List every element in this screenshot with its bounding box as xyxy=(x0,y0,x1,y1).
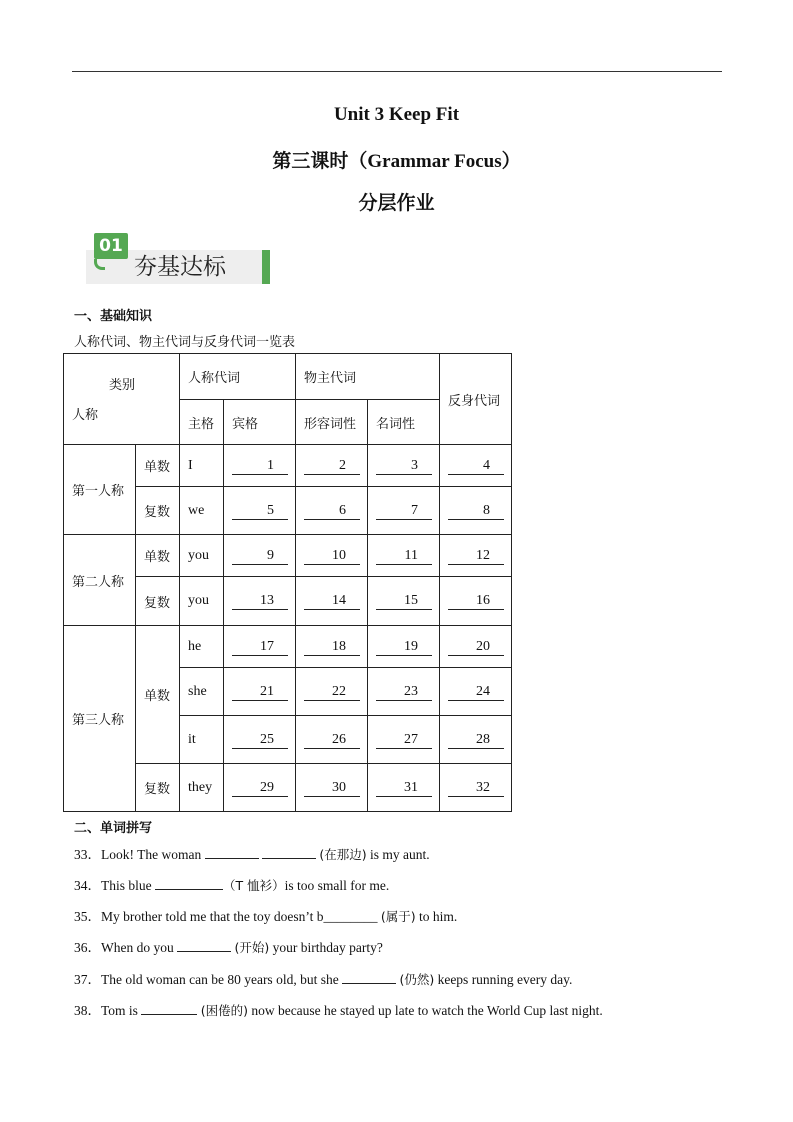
table-caption: 人称代词、物主代词与反身代词一览表 xyxy=(74,335,296,350)
answer-blank[interactable]: 5 xyxy=(232,502,288,520)
answer-blank[interactable]: 21 xyxy=(232,683,288,701)
header-possessive-pronoun: 物主代词 xyxy=(296,354,440,400)
question-number: 35． xyxy=(74,909,101,924)
question-text-end: is my aunt. xyxy=(366,847,430,862)
banner-number: 01 xyxy=(94,233,128,259)
answer-blank[interactable]: 22 xyxy=(304,683,360,701)
subject-pronoun: she xyxy=(180,668,224,716)
question-number: 37． xyxy=(74,972,101,987)
homework-subtitle: 分层作业 xyxy=(358,193,435,214)
answer-blank[interactable]: 19 xyxy=(376,638,432,656)
question-number: 34． xyxy=(74,878,101,893)
answer-blank[interactable]: 7 xyxy=(376,502,432,520)
answer-blank[interactable] xyxy=(177,939,231,952)
banner-text: 夯基达标 xyxy=(134,254,226,280)
number-plural: 复数 xyxy=(136,487,180,535)
header-noun-form: 名词性 xyxy=(368,400,440,445)
question-text-end: keeps running every day. xyxy=(434,972,573,987)
question-text: Tom is xyxy=(101,1003,138,1018)
answer-blank[interactable]: 27 xyxy=(376,731,432,749)
header-subject-case: 主格 xyxy=(180,400,224,445)
subject-pronoun: we xyxy=(180,487,224,535)
answer-blank[interactable]: 15 xyxy=(376,592,432,610)
answer-blank[interactable]: 30 xyxy=(304,779,360,797)
table-corner xyxy=(64,354,180,445)
answer-blank[interactable]: 8 xyxy=(448,502,504,520)
question-hint: (在那边) xyxy=(319,847,367,862)
number-plural: 复数 xyxy=(136,764,180,812)
question-35 xyxy=(74,905,457,925)
answer-blank[interactable]: 17 xyxy=(232,638,288,656)
question-text: The old woman can be 80 years old, but she xyxy=(101,972,339,987)
question-number: 38． xyxy=(74,1003,101,1018)
answer-blank[interactable]: 32 xyxy=(448,779,504,797)
question-text: When do you xyxy=(101,940,174,955)
banner-accent-bar xyxy=(262,250,270,284)
question-hint: (困倦的) xyxy=(200,1003,248,1018)
question-text-end: your birthday party? xyxy=(269,940,383,955)
answer-blank[interactable]: 9 xyxy=(232,547,288,565)
question-hint: (开始) xyxy=(234,940,270,955)
answer-blank[interactable]: 24 xyxy=(448,683,504,701)
question-text: This blue xyxy=(101,878,152,893)
header-object-case: 宾格 xyxy=(224,400,296,445)
subject-pronoun: it xyxy=(180,716,224,764)
question-text-end: is too small for me. xyxy=(284,878,390,893)
number-singular: 单数 xyxy=(136,445,180,487)
answer-blank[interactable]: 10 xyxy=(304,547,360,565)
table-row xyxy=(64,445,512,487)
answer-blank[interactable]: 23 xyxy=(376,683,432,701)
header-rule xyxy=(72,71,722,72)
question-36 xyxy=(74,936,383,956)
answer-blank[interactable]: 29 xyxy=(232,779,288,797)
answer-blank[interactable]: 2 xyxy=(304,457,360,475)
answer-blank[interactable]: 31 xyxy=(376,779,432,797)
person-third: 第三人称 xyxy=(64,626,136,812)
table-row xyxy=(64,535,512,577)
question-37 xyxy=(74,968,572,988)
question-number: 36． xyxy=(74,940,101,955)
corner-category: 类别 xyxy=(109,378,136,393)
corner-person: 人称 xyxy=(72,408,99,423)
section-banner xyxy=(84,233,270,285)
answer-blank[interactable]: 18 xyxy=(304,638,360,656)
subject-pronoun: he xyxy=(180,626,224,668)
question-text: My brother told me that the toy doesn’t b________ xyxy=(101,909,378,924)
answer-blank[interactable]: 6 xyxy=(304,502,360,520)
question-text-end: to him. xyxy=(415,909,458,924)
answer-blank[interactable]: 12 xyxy=(448,547,504,565)
lesson-subtitle: 第三课时（Grammar Focus） xyxy=(272,151,521,172)
number-singular: 单数 xyxy=(136,626,180,764)
answer-blank[interactable] xyxy=(141,1002,197,1015)
person-second: 第二人称 xyxy=(64,535,136,626)
pronoun-table xyxy=(63,353,512,812)
question-hint: （T 恤衫） xyxy=(223,878,285,893)
table-row xyxy=(64,626,512,668)
section1-heading: 一、基础知识 xyxy=(74,309,153,324)
section2-heading: 二、单词拼写 xyxy=(74,821,153,836)
question-text: Look! The woman xyxy=(101,847,202,862)
number-plural: 复数 xyxy=(136,577,180,626)
subject-pronoun: I xyxy=(180,445,224,487)
answer-blank[interactable]: 26 xyxy=(304,731,360,749)
answer-blank[interactable]: 11 xyxy=(376,547,432,565)
number-singular: 单数 xyxy=(136,535,180,577)
question-number: 33． xyxy=(74,847,101,862)
answer-blank[interactable]: 14 xyxy=(304,592,360,610)
answer-blank[interactable]: 25 xyxy=(232,731,288,749)
answer-blank[interactable] xyxy=(342,971,396,984)
answer-blank[interactable]: 3 xyxy=(376,457,432,475)
answer-blank[interactable]: 28 xyxy=(448,731,504,749)
subject-pronoun: they xyxy=(180,764,224,812)
header-reflexive-pronoun: 反身代词 xyxy=(440,354,512,445)
header-adjective-form: 形容词性 xyxy=(296,400,368,445)
answer-blank[interactable]: 20 xyxy=(448,638,504,656)
answer-blank[interactable] xyxy=(155,877,223,890)
question-34 xyxy=(74,874,389,894)
answer-blank[interactable]: 1 xyxy=(232,457,288,475)
question-38 xyxy=(74,999,603,1019)
page-title: Unit 3 Keep Fit xyxy=(333,104,460,125)
question-text-end: now because he stayed up late to watch the World Cup last night. xyxy=(247,1003,603,1018)
subject-pronoun: you xyxy=(180,535,224,577)
question-33 xyxy=(74,843,430,863)
subject-pronoun: you xyxy=(180,577,224,626)
question-hint: (仍然) xyxy=(399,972,435,987)
person-first: 第一人称 xyxy=(64,445,136,535)
question-hint: (属于) xyxy=(380,909,416,924)
answer-blank[interactable]: 13 xyxy=(232,592,288,610)
answer-blank[interactable]: 4 xyxy=(448,457,504,475)
header-personal-pronoun: 人称代词 xyxy=(180,354,296,400)
answer-blank[interactable]: 16 xyxy=(448,592,504,610)
answer-blank[interactable] xyxy=(262,846,316,859)
answer-blank[interactable] xyxy=(205,846,259,859)
